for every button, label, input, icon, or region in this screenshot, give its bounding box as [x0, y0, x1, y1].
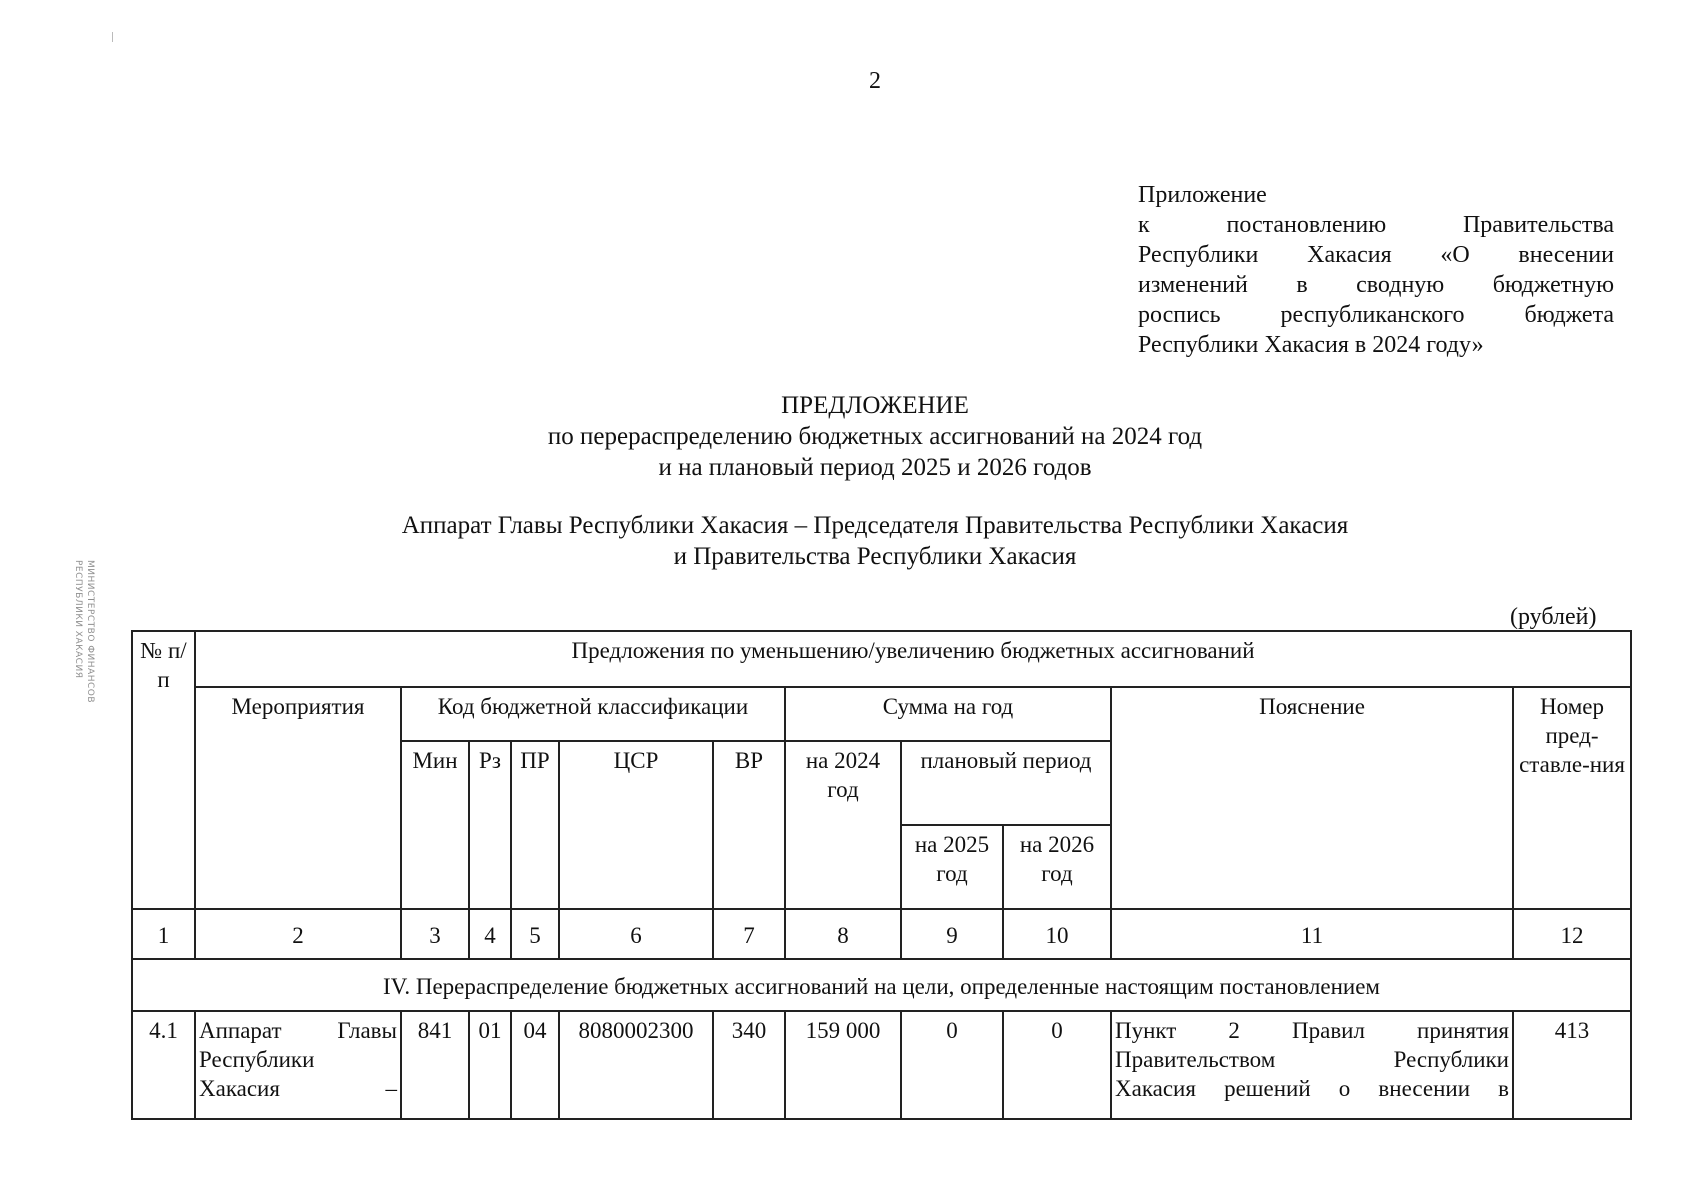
- column-number: 1: [132, 909, 195, 959]
- row-2024: 159 000: [785, 1011, 901, 1119]
- margin-mark: [112, 32, 113, 42]
- units-label: (рублей): [1510, 604, 1597, 630]
- organization-line: и Правительства Республики Хакасия: [673, 543, 1077, 570]
- header-sum: Сумма на год: [785, 687, 1111, 741]
- appendix-heading: Приложение: [1138, 182, 1267, 208]
- header-pr: ПР: [511, 741, 559, 909]
- title-line: по перераспределению бюджетных ассигнований на 2024 год: [547, 423, 1203, 450]
- row-2025: 0: [901, 1011, 1003, 1119]
- registration-stamp: [44, 560, 96, 750]
- header-2025: на 2025 год: [901, 825, 1003, 909]
- column-number: 5: [511, 909, 559, 959]
- measure-line: Республики: [199, 1047, 315, 1072]
- column-number: 10: [1003, 909, 1111, 959]
- organization-line: Аппарат Главы Республики Хакасия – Председателя Правительства Республики Хакасия: [401, 512, 1349, 539]
- appendix-line: к постановлению Правительства: [1138, 212, 1614, 238]
- explanation-line: Пункт 2 Правил принятия: [1115, 1018, 1509, 1043]
- header-proposals: Предложения по уменьшению/увеличению бюджетных ассигнований: [195, 631, 1631, 687]
- appendix-block: [1138, 180, 1614, 360]
- measure-line: Аппарат Главы: [199, 1018, 397, 1043]
- title-heading: ПРЕДЛОЖЕНИЕ: [781, 392, 969, 419]
- header-planned-period: плановый период: [901, 741, 1111, 825]
- header-vr: ВР: [713, 741, 785, 909]
- row-explanation: [1111, 1011, 1513, 1119]
- measure-line: Хакасия –: [199, 1076, 397, 1101]
- row-pr: 04: [511, 1011, 559, 1119]
- header-num: № п/п: [132, 631, 195, 909]
- budget-table: [131, 630, 1632, 1120]
- explanation-line: Правительством Республики: [1115, 1047, 1509, 1072]
- header-measures: Мероприятия: [195, 687, 401, 909]
- appendix-line: роспись республиканского бюджета: [1138, 302, 1614, 328]
- row-2026: 0: [1003, 1011, 1111, 1119]
- row-submission: 413: [1513, 1011, 1631, 1119]
- column-number: 12: [1513, 909, 1631, 959]
- row-measure: [195, 1011, 401, 1119]
- column-number: 9: [901, 909, 1003, 959]
- section-title: IV. Перераспределение бюджетных ассигнований на цели, определенные настоящим постановлением: [132, 959, 1631, 1011]
- header-2024: на 2024 год: [785, 741, 901, 909]
- document-title: [0, 390, 1698, 483]
- explanation-line: Хакасия решений о внесении в: [1115, 1076, 1509, 1101]
- row-min: 841: [401, 1011, 469, 1119]
- header-min: Мин: [401, 741, 469, 909]
- appendix-line: изменений в сводную бюджетную: [1138, 272, 1614, 298]
- column-number: 2: [195, 909, 401, 959]
- row-num: 4.1: [132, 1011, 195, 1119]
- column-number: 6: [559, 909, 713, 959]
- appendix-line: Республики Хакасия в 2024 году»: [1138, 332, 1484, 358]
- header-2026: на 2026 год: [1003, 825, 1111, 909]
- table-row: [132, 1011, 1631, 1119]
- title-line: и на плановый период 2025 и 2026 годов: [658, 454, 1092, 481]
- row-rz: 01: [469, 1011, 511, 1119]
- organization-name: [0, 510, 1698, 572]
- header-code: Код бюджетной классификации: [401, 687, 785, 741]
- row-vr: 340: [713, 1011, 785, 1119]
- row-csr: 8080002300: [559, 1011, 713, 1119]
- column-number: 11: [1111, 909, 1513, 959]
- stamp-text: МИНИСТЕРСТВО ФИНАНСОВ РЕСПУБЛИКИ ХАКАСИЯ: [73, 560, 95, 704]
- header-submission: Номер пред-ставле-ния: [1513, 687, 1631, 909]
- column-number: 3: [401, 909, 469, 959]
- column-number: 7: [713, 909, 785, 959]
- appendix-line: Республики Хакасия «О внесении: [1138, 242, 1614, 268]
- column-number: 8: [785, 909, 901, 959]
- header-rz: Рз: [469, 741, 511, 909]
- header-explanation: Пояснение: [1111, 687, 1513, 909]
- column-number: 4: [469, 909, 511, 959]
- page-number: 2: [869, 68, 881, 94]
- header-csr: ЦСР: [559, 741, 713, 909]
